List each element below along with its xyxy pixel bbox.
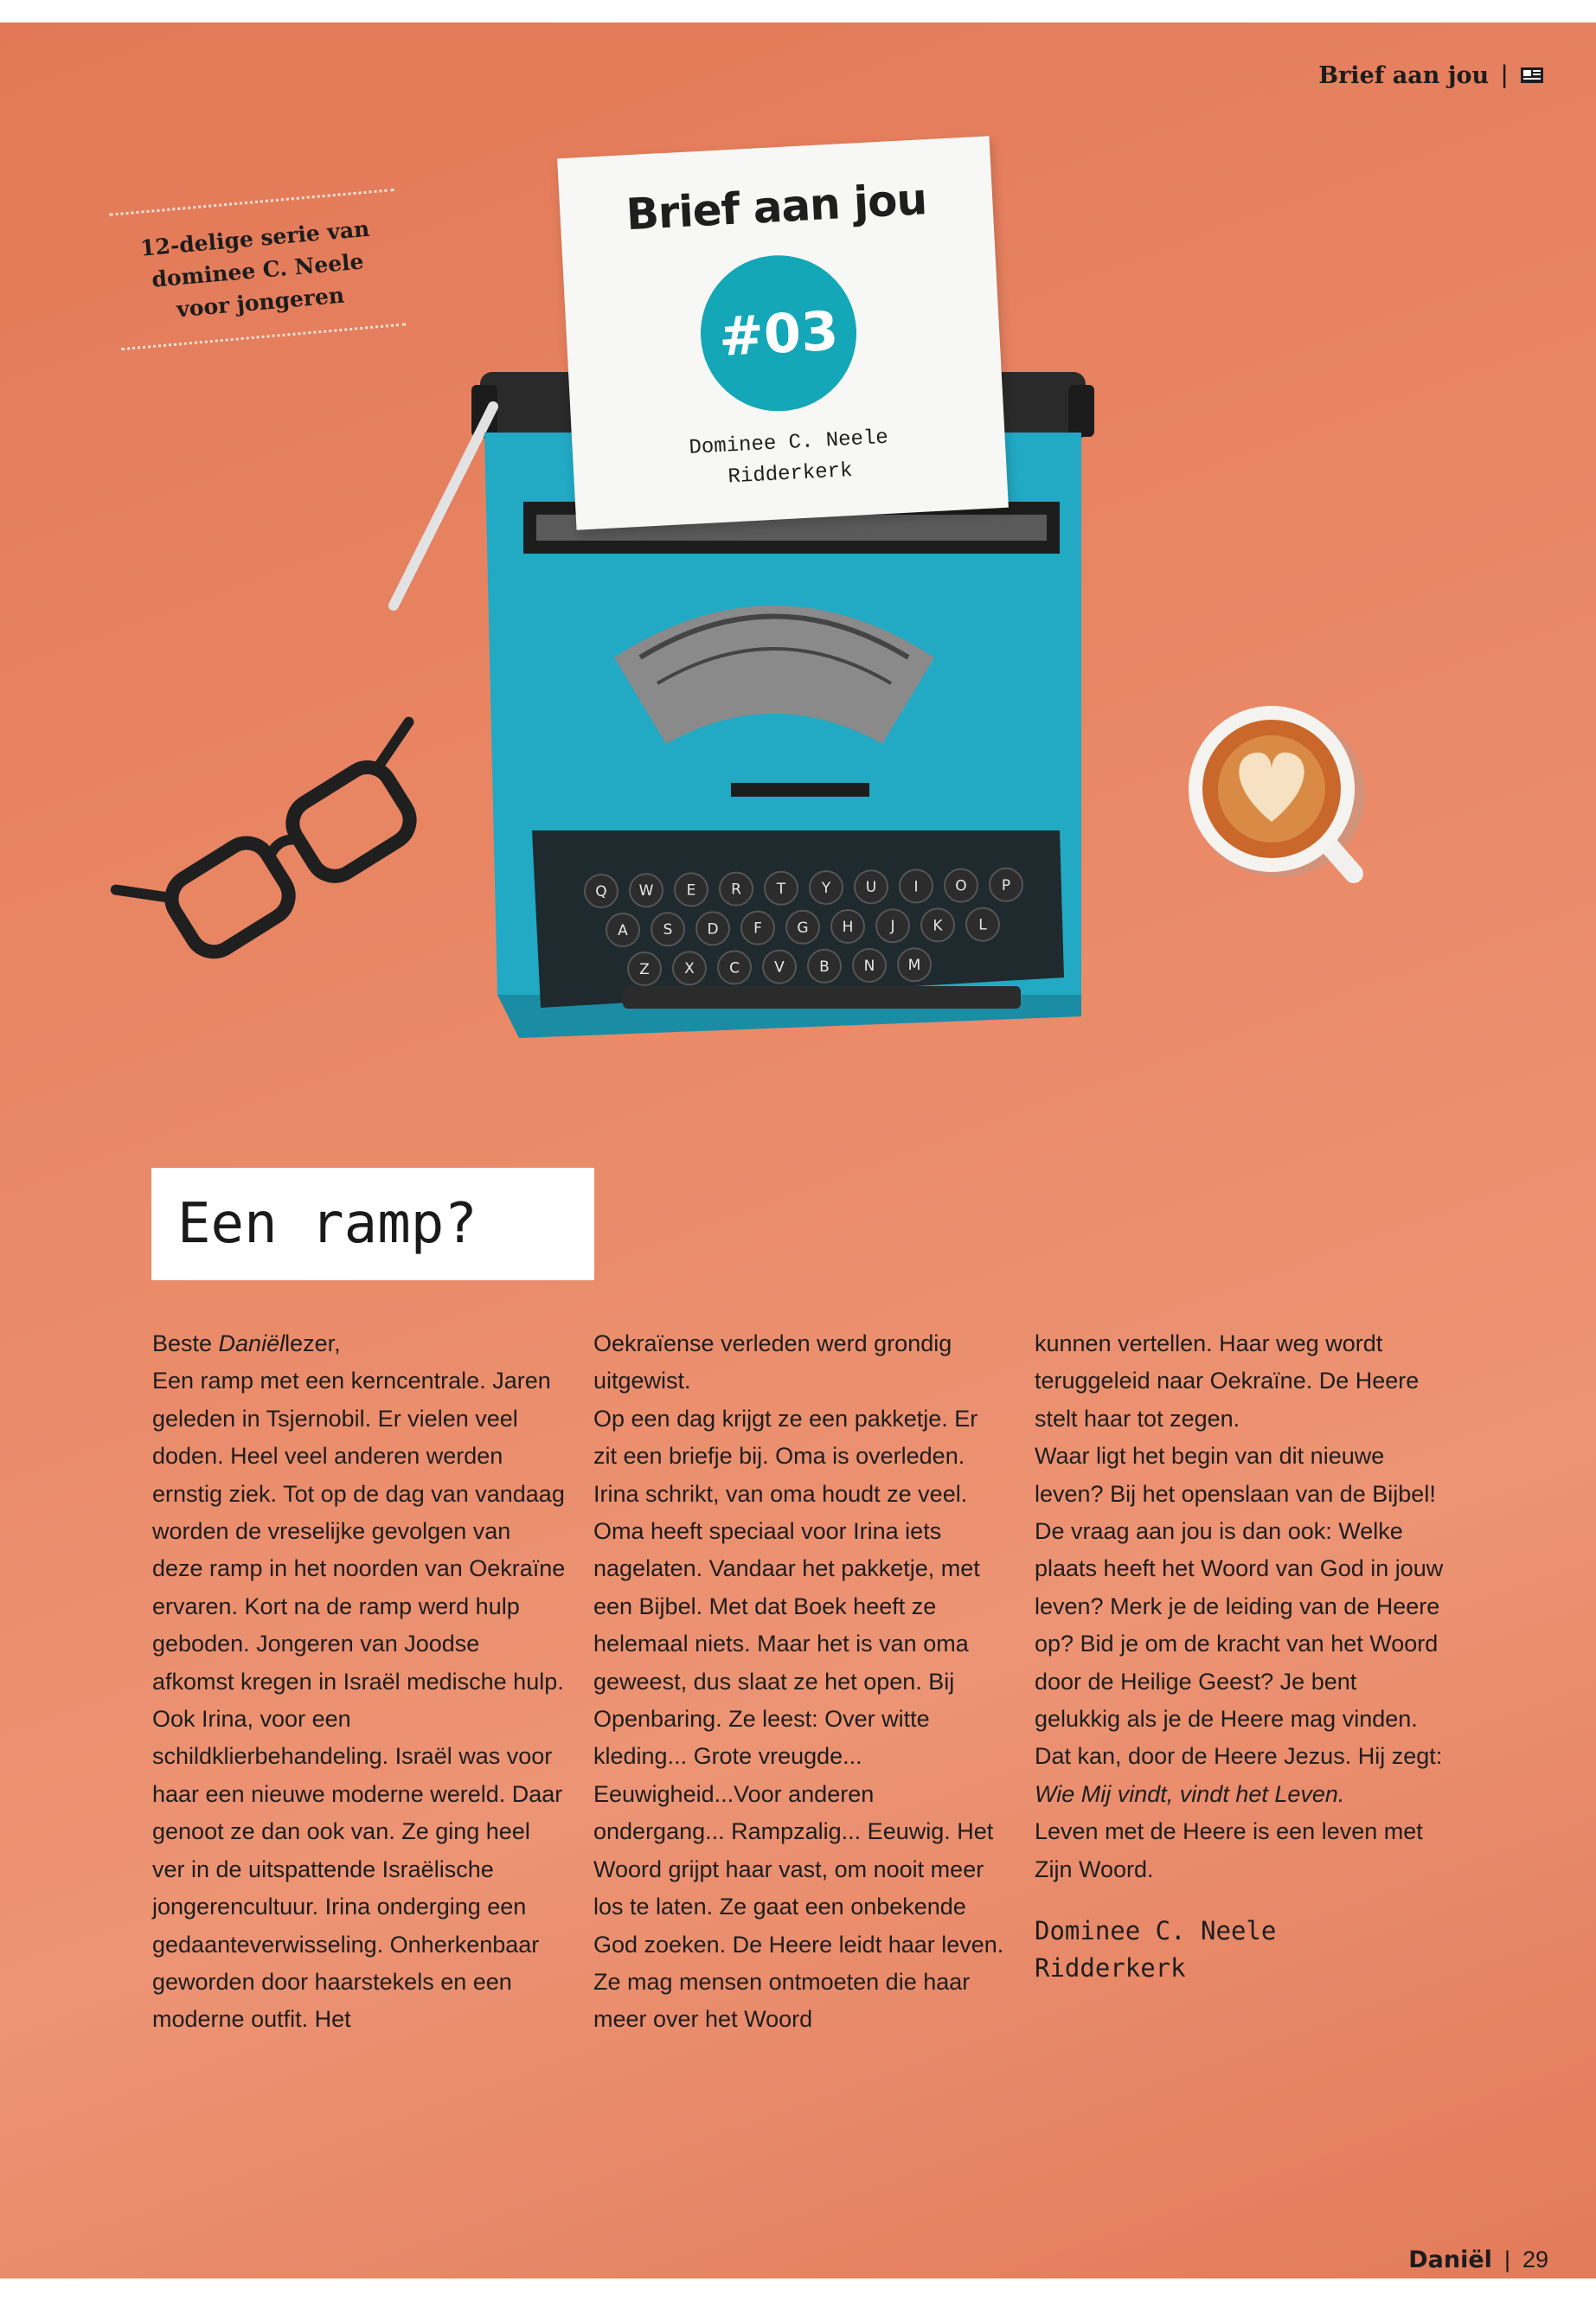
paper-author-name: Dominee C. Neele — [688, 426, 889, 460]
series-line: voor jongeren — [176, 282, 346, 323]
typewriter-key-label: Y — [821, 880, 831, 897]
typewriter-key-label: R — [731, 881, 741, 899]
typewriter-key-label: S — [663, 921, 673, 939]
greeting-post: lezer, — [285, 1330, 341, 1356]
typewriter-key-label: J — [890, 918, 895, 936]
typewriter-key-label: Q — [595, 883, 607, 901]
typewriter-key-label: U — [865, 879, 877, 897]
article-column-1 — [152, 1325, 566, 2039]
article-title: Een ramp? — [177, 1192, 478, 1256]
header-separator: | — [1501, 61, 1508, 89]
letter-paper — [557, 136, 1009, 530]
typewriter-key-label: G — [797, 919, 809, 937]
paper-author-place: Ridderkerk — [727, 459, 854, 490]
typewriter-key-label: I — [913, 878, 919, 896]
footer-separator: | — [1503, 2247, 1510, 2272]
issue-badge — [696, 252, 860, 415]
typewriter-key-label: P — [1001, 876, 1011, 894]
glasses-icon — [116, 711, 459, 982]
typewriter-key-label: T — [776, 880, 786, 898]
typewriter-key-label: C — [729, 959, 740, 977]
typewriter-key-label: E — [686, 881, 696, 900]
typewriter-key-label: B — [819, 958, 830, 976]
paragraph: Op een dag krijgt ze een pakketje. Er zit een briefje bij. Oma is overleden. Irina schrikt, van oma houdt ze veel. Oma heeft speciaal voor Irina iets nagelaten. Vandaar het pakketje, met een Bijbel. Met dat Boek heeft ze helemaal niets. Maar het is van oma geweest, dus slaat ze het open. Bij Openbaring. Ze leest: Over witte kleding... Grote vreugde... Eeuwigheid...Voor anderen ondergang... Rampzalig... Eeuwig. Het Woord grijpt haar vast, om nooit meer los te laten. Ze gaat een onbekende God zoeken. De Heere leidt haar leven. Ze mag mensen ontmoeten die haar meer over het Woord — [593, 1405, 1004, 2033]
paragraph: Oekraïense verleden werd grondig uitgewist. — [593, 1330, 952, 1394]
series-line: dominee C. Neele — [151, 248, 365, 292]
typewriter-key-label: V — [774, 958, 785, 977]
paragraph-text: Waar ligt het begin van dit nieuwe leven? Bij het openslaan van de Bijbel! De vraag aan jou is dan ook: Welke plaats heeft het Woord van God in jouw leven? Merk je de leiding van de Heere op? Bid je om de kracht van het Woord door de Heilige Geest? Je bent gelukkig als je de Heere mag vinden. Dat kan, door de Heere Jezus. Hij zegt: — [1035, 1443, 1444, 1770]
paragraph — [1035, 1438, 1448, 1813]
typewriter-key-label: L — [978, 916, 987, 934]
typewriter-key-label: K — [933, 917, 943, 935]
series-line: 12-delige serie van — [138, 215, 371, 261]
paragraph: Leven met de Heere is een leven met Zijn Woord. — [1035, 1818, 1423, 1882]
article-column-2 — [593, 1325, 1007, 2039]
bottom-margin-bar — [0, 2279, 1596, 2301]
typewriter-key-label: O — [955, 877, 967, 895]
signature-place: Ridderkerk — [1035, 1953, 1186, 1984]
paragraph: kunnen vertellen. Haar weg wordt teruggeleid naar Oekraïne. De Heere stelt haar tot zegen. — [1035, 1330, 1420, 1432]
bible-quote: Wie Mij vindt, vindt het Leven. — [1035, 1780, 1345, 1807]
typewriter-key-label: M — [907, 957, 921, 975]
typewriter-key-label: D — [707, 920, 719, 939]
greeting — [152, 1325, 566, 1362]
greeting-magazine: Daniël — [218, 1330, 285, 1356]
paper-title: Brief aan jou — [625, 174, 928, 240]
issue-number: #03 — [717, 298, 840, 369]
typewriter-key-label: F — [753, 920, 762, 938]
coffee-cup-icon — [1189, 706, 1365, 877]
typewriter-key-label: H — [842, 919, 854, 936]
typewriter-key-label: Z — [639, 961, 650, 978]
signature-name: Dominee C. Neele — [1035, 1916, 1277, 1946]
typewriter-key-label: W — [638, 882, 654, 901]
paper-author — [572, 417, 1007, 502]
section-label: Brief aan jou — [1318, 61, 1490, 89]
article-column-3 — [1035, 1325, 1448, 1987]
greeting-pre: Beste — [152, 1330, 219, 1356]
typewriter-key-label: N — [863, 958, 875, 975]
paragraph: Een ramp met een kerncentrale. Jaren geleden in Tsjernobil. Er vielen veel doden. Heel veel anderen werden ernstig ziek. Tot op de dag van vandaag worden de vreselijke gevolgen van deze ramp in het noorden van Oekraïne ervaren. Kort na de ramp werd hulp geboden. Jongeren van Joodse afkomst kregen in Israël medische hulp. Ook Irina, voor een schildklierbehandeling. Israël was voor haar een nieuwe moderne wereld. Daar genoot ze dan ook van. Ze ging heel ver in de uitspattende Israëlische jongerencultuur. Irina onderging een gedaanteverwisseling. Onherkenbaar geworden door haarstekels en een moderne outfit. Het — [152, 1368, 566, 2033]
signature — [1035, 1913, 1448, 1987]
page-number: 29 — [1522, 2247, 1548, 2272]
magazine-name: Daniël — [1408, 2247, 1492, 2273]
page-footer — [1408, 2247, 1548, 2273]
typewriter-key-label: A — [618, 922, 628, 939]
article-title-box — [151, 1168, 594, 1280]
typewriter-key-label: X — [684, 960, 695, 978]
